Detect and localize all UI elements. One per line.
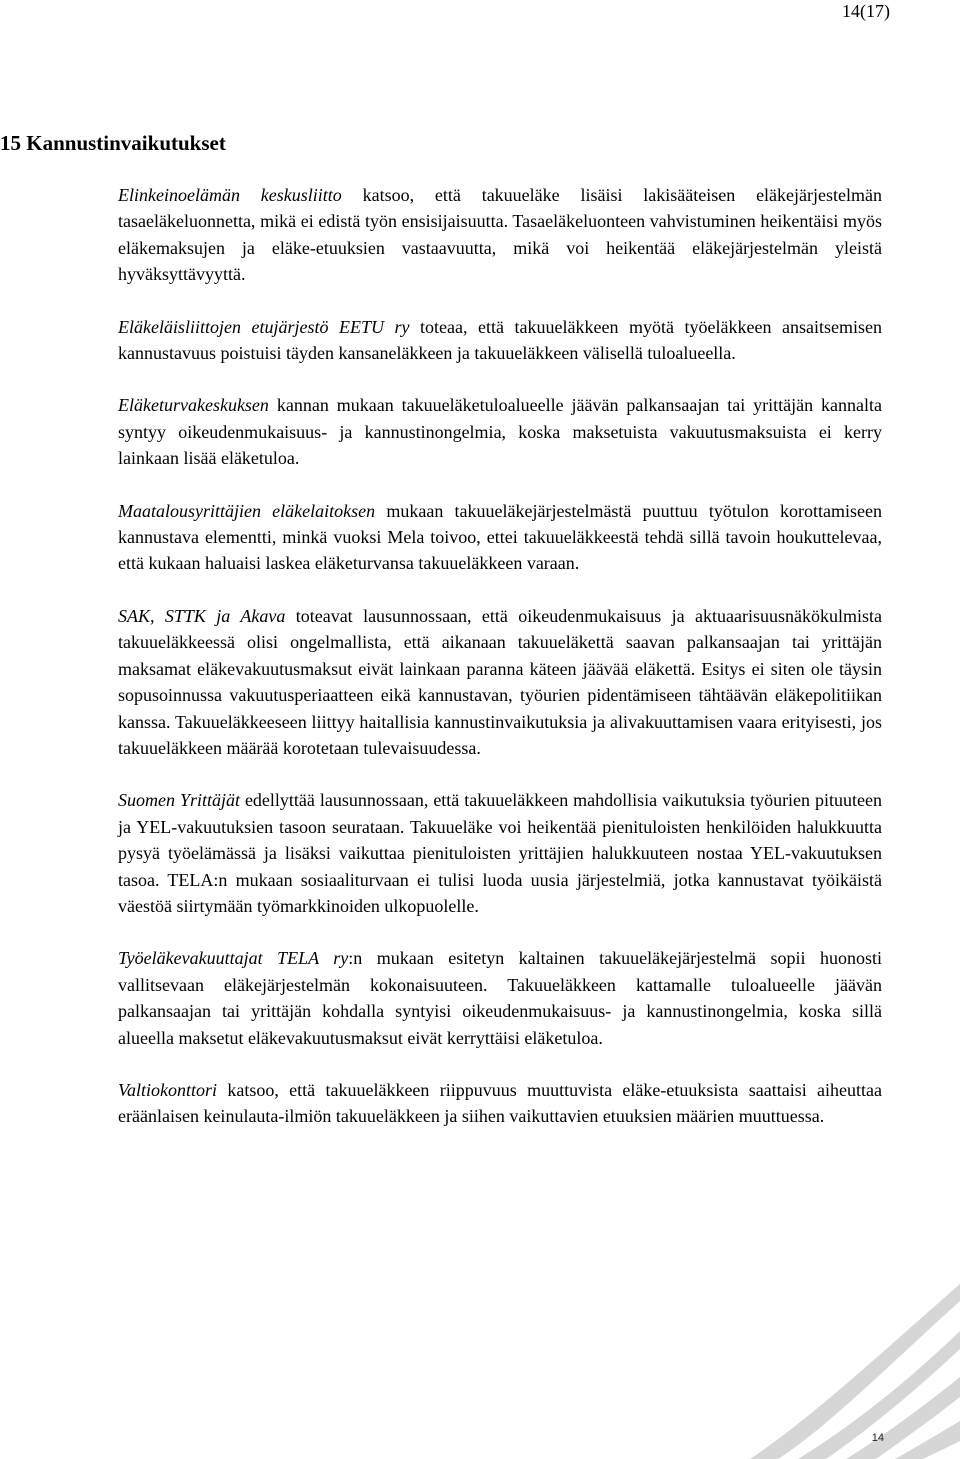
paragraph-source: Eläketurvakeskuksen	[118, 395, 269, 416]
paragraph-sak-sttk-akava	[118, 603, 882, 761]
paragraph-source: Työeläkevakuuttajat TELA ry	[118, 948, 349, 969]
paragraph-text: :n mukaan esitetyn kaltainen takuueläkejärjestelmä sopii huonosti vallitsevaan eläkejärjestelmän kokonaisuuteen. Takuueläkkeen kattamalle tuloalueelle jäävän palkansaajan tai yrittäjän kohdalla syntyisi oikeudenmukaisuus- ja kannustinongelmia, koska sillä alueella maksetut eläkevakuutusmaksut eivät kerryttäisi eläketuloa.	[118, 948, 883, 1048]
decorative-swoosh	[690, 1269, 960, 1459]
paragraph-elinkeinoelama	[118, 182, 882, 288]
paragraph-source: Valtiokonttori	[118, 1079, 217, 1100]
paragraph-mela	[118, 498, 882, 577]
paragraph-text: edellyttää lausunnossaan, että takuueläkkeen mahdollisia vaikutuksia työurien pituuteen ja YEL-vakuutuksien tasoon seurataan. Takuueläke voi heikentää pienituloisten henkilöiden halukkuutta pysyä työelämässä ja lisäksi vaikuttaa pienituloisten yrittäjien halukkuuteen nostaa YEL-vakuutuksen tasoa. TELA:n mukaan sosiaaliturvaan ei tulisi luoda uusia järjestelmiä, jotka kannustavat työikäistä väestöä siirtymään työmarkkinoiden ulkopuolelle.	[118, 790, 882, 916]
paragraph-tela	[118, 945, 882, 1051]
paragraph-source: SAK, STTK ja Akava	[118, 605, 286, 626]
paragraph-text: katsoo, että takuueläkkeen riippuvuus muuttuvista eläke-etuuksista saattaisi aiheuttaa eräänlaisen keinulauta-ilmiön takuueläkkeen ja siihen vaikuttavien etuuksien määrien muuttuessa.	[118, 1079, 882, 1127]
paragraph-source: Suomen Yrittäjät	[118, 790, 240, 811]
page-indicator: 14(17)	[842, 1, 890, 21]
paragraph-source: Elinkeinoelämän keskusliitto	[118, 185, 342, 205]
page-number: 14	[871, 1432, 884, 1444]
paragraph-eetu	[118, 314, 882, 367]
paragraph-source: Maatalousyrittäjien eläkelaitoksen	[118, 500, 376, 521]
paragraph-text: toteaa, että takuueläkkeen myötä työeläkkeen ansaitsemisen kannustavuus poistuisi täyden kansaneläkkeen ja takuueläkkeen välisellä tuloalueella.	[118, 316, 882, 364]
paragraph-suomen-yrittajat	[118, 787, 882, 919]
paragraph-source: Eläkeläisliittojen etujärjestö EETU ry	[118, 316, 410, 337]
paragraph-elaketurvakeskus	[118, 392, 882, 471]
paragraph-text: toteavat lausunnossaan, että oikeudenmukaisuus ja aktuaarisuusnäkökulmista takuueläkkeessä olisi ongelmallista, että aikanaan takuueläkettä saavan palkansaajan tai yrittäjän maksamat eläkevakuutusmaksut eivät lainkaan paranna käteen jäävää eläkettä. Esitys ei siten ole täysin sopusoinnussa vakuutusperiaatteen eikä kannustavan, työurien pidentämiseen tähtäävän eläkepolitiikan kanssa. Takuueläkkeeseen liittyy haitallisia kannustinvaikutuksia ja alivakuuttamisen vaara erityisesti, jos takuueläkkeen määrää korotetaan tulevaisuudessa.	[118, 605, 882, 758]
paragraph-text: katsoo, että takuueläke lisäisi lakisääteisen eläkejärjestelmän tasaeläkeluonnetta, mikä ei edistä työn ensisijaisuutta. Tasaeläkeluonteen vahvistuminen heikentäisi myös eläkemaksujen ja eläke-etuuksien vastaavuutta, mikä voi heikentää eläkejärjestelmän yleistä hyväksyttävyyttä.	[118, 185, 882, 285]
paragraph-valtiokonttori	[118, 1077, 882, 1130]
section-heading: 15 Kannustinvaikutukset	[0, 131, 226, 155]
paragraph-text: kannan mukaan takuueläketuloalueelle jäävän palkansaajan tai yrittäjän kannalta syntyy oikeudenmukaisuus- ja kannustinongelmia, koska maksetuista vakuutusmaksuista ei kerry lainkaan lisää eläketuloa.	[118, 395, 882, 469]
body-text	[118, 182, 882, 1156]
paragraph-text: mukaan takuueläkejärjestelmästä puuttuu työtulon korottamiseen kannustava elementti, minkä vuoksi Mela toivoo, ettei takuueläkkeestä tehdä sillä tavoin houkuttelevaa, että kukaan haluaisi laskea eläketurvansa takuueläkkeen varaan.	[118, 500, 882, 574]
